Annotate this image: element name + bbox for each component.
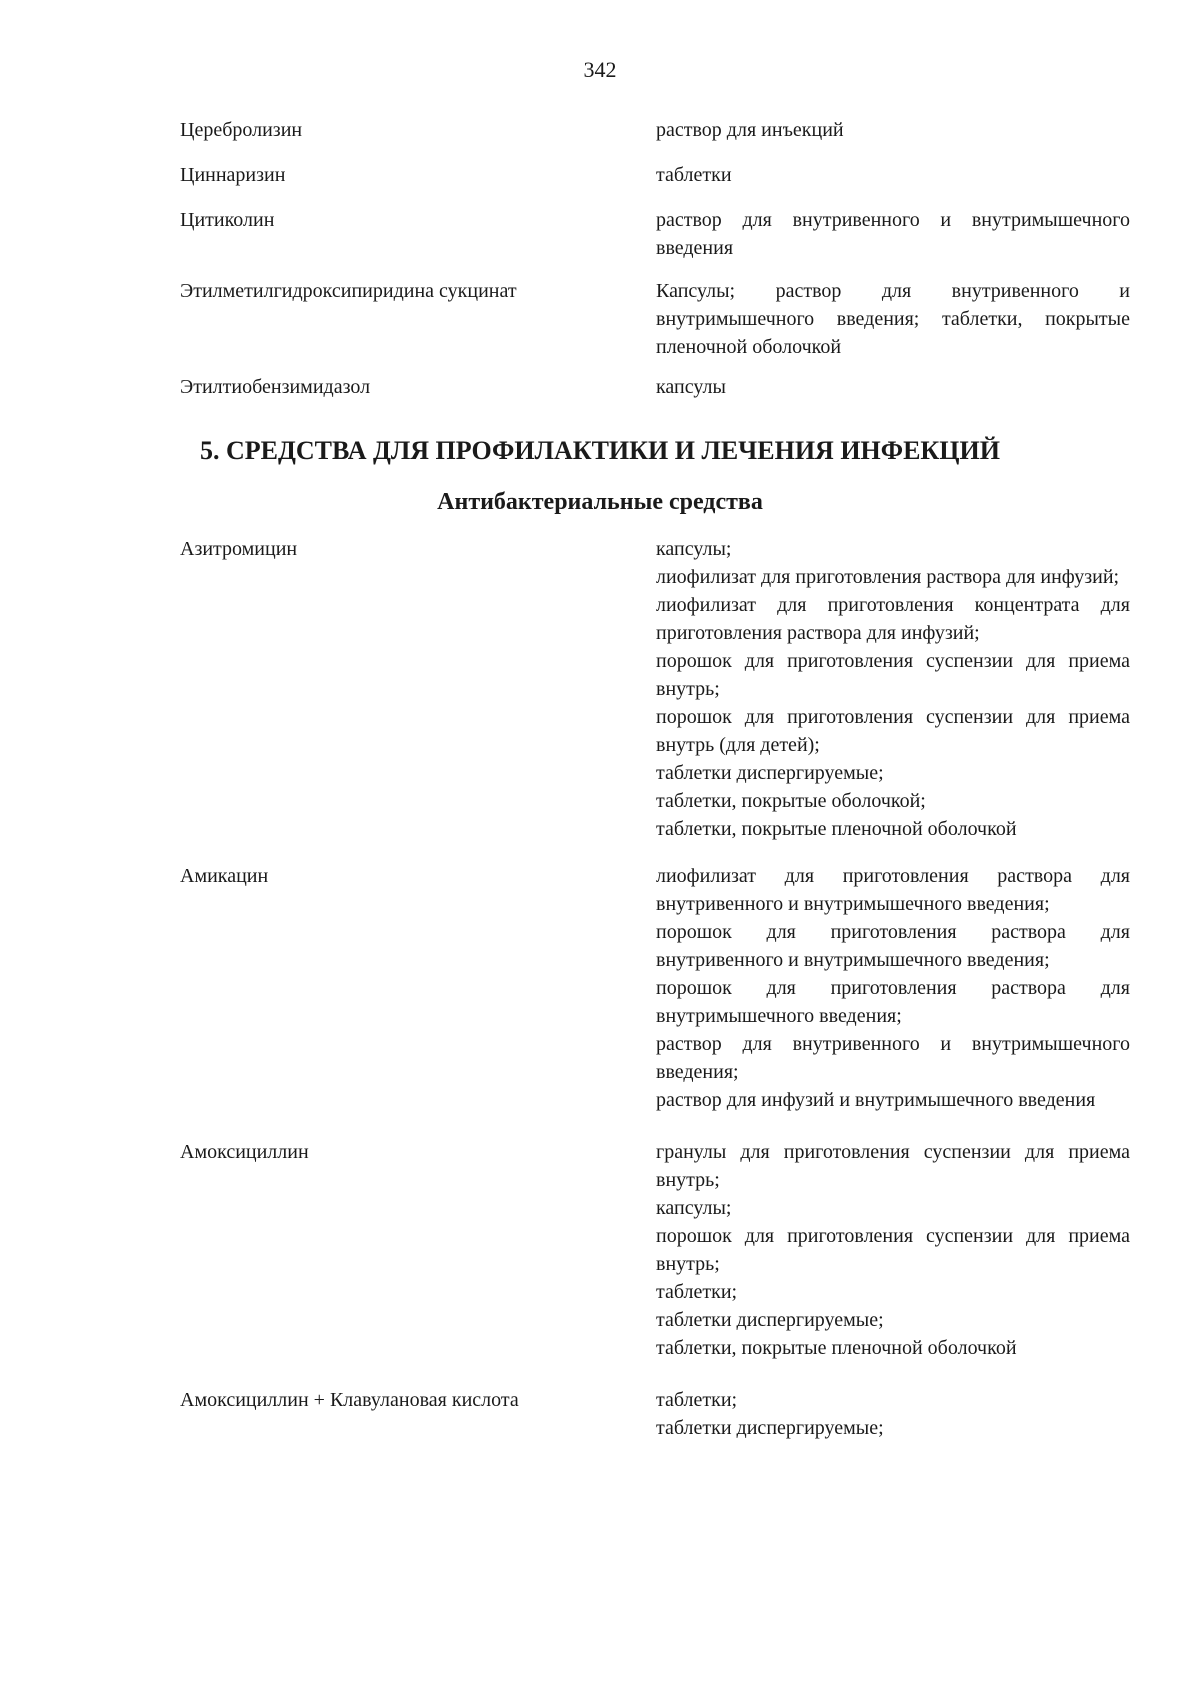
drug-form: раствор для инфузий и внутримышечного введения: [656, 1089, 1096, 1111]
drug-forms: [656, 535, 1130, 843]
drug-name: Циннаризин: [180, 164, 286, 186]
drug-forms: [656, 373, 1130, 401]
drug-form: раствор для инъекций: [656, 119, 844, 141]
drug-forms: [656, 1386, 1130, 1442]
drug-name: Амоксициллин: [180, 1141, 309, 1163]
drug-name: Цитиколин: [180, 209, 275, 231]
drug-form: таблетки;: [656, 1389, 738, 1411]
drug-name: Церебролизин: [180, 119, 303, 141]
drug-form: таблетки;: [656, 1281, 738, 1303]
drug-name: Азитромицин: [180, 538, 298, 560]
drug-name: Этилметилгидроксипиридина сукцинат: [180, 280, 517, 302]
drug-form: гранулы для приготовления суспензии для приема внутрь;: [656, 1141, 1130, 1191]
drug-form: капсулы: [656, 376, 726, 398]
drug-form: таблетки: [656, 164, 732, 186]
drug-form: раствор для внутривенного и внутримышечного введения;: [656, 1033, 1130, 1083]
drug-form: раствор для внутривенного и внутримышечного введения: [656, 209, 1130, 259]
drug-form: порошок для приготовления раствора для внутримышечного введения;: [656, 977, 1130, 1027]
drug-name: Этилтиобензимидазол: [180, 376, 371, 398]
drug-form: таблетки, покрытые пленочной оболочкой: [656, 818, 1017, 840]
drug-name: Амоксициллин + Клавулановая кислота: [180, 1389, 519, 1411]
drug-forms: [656, 161, 1130, 189]
drug-forms: [656, 862, 1130, 1114]
drug-form: лиофилизат для приготовления раствора для инфузий;: [656, 566, 1120, 588]
drug-form: лиофилизат для приготовления концентрата для приготовления раствора для инфузий;: [656, 594, 1130, 644]
drug-form: капсулы;: [656, 538, 732, 560]
drug-forms: [656, 277, 1130, 361]
drug-form: таблетки, покрытые оболочкой;: [656, 790, 926, 812]
drug-form: лиофилизат для приготовления раствора для внутривенного и внутримышечного введения;: [656, 865, 1130, 915]
drug-form: Капсулы; раствор для внутривенного и внутримышечного введения; таблетки, покрытые пленочной оболочкой: [656, 280, 1130, 358]
drug-name: Амикацин: [180, 865, 269, 887]
subsection-title: Антибактериальные средства: [437, 489, 763, 515]
drug-form: порошок для приготовления суспензии для приема внутрь;: [656, 650, 1130, 700]
page-number: 342: [583, 57, 617, 82]
drug-form: порошок для приготовления раствора для внутривенного и внутримышечного введения;: [656, 921, 1130, 971]
section-title: 5. СРЕДСТВА ДЛЯ ПРОФИЛАКТИКИ И ЛЕЧЕНИЯ ИНФЕКЦИЙ: [200, 436, 1000, 465]
drug-forms: [656, 206, 1130, 262]
drug-form: таблетки диспергируемые;: [656, 1309, 884, 1331]
drug-form: порошок для приготовления суспензии для приема внутрь;: [656, 1225, 1130, 1275]
drug-form: порошок для приготовления суспензии для приема внутрь (для детей);: [656, 706, 1130, 756]
drug-forms: [656, 1138, 1130, 1362]
drug-form: таблетки диспергируемые;: [656, 1417, 884, 1439]
drug-form: капсулы;: [656, 1197, 732, 1219]
drug-form: таблетки, покрытые пленочной оболочкой: [656, 1337, 1017, 1359]
drug-form: таблетки диспергируемые;: [656, 762, 884, 784]
drug-forms: [656, 116, 1130, 144]
